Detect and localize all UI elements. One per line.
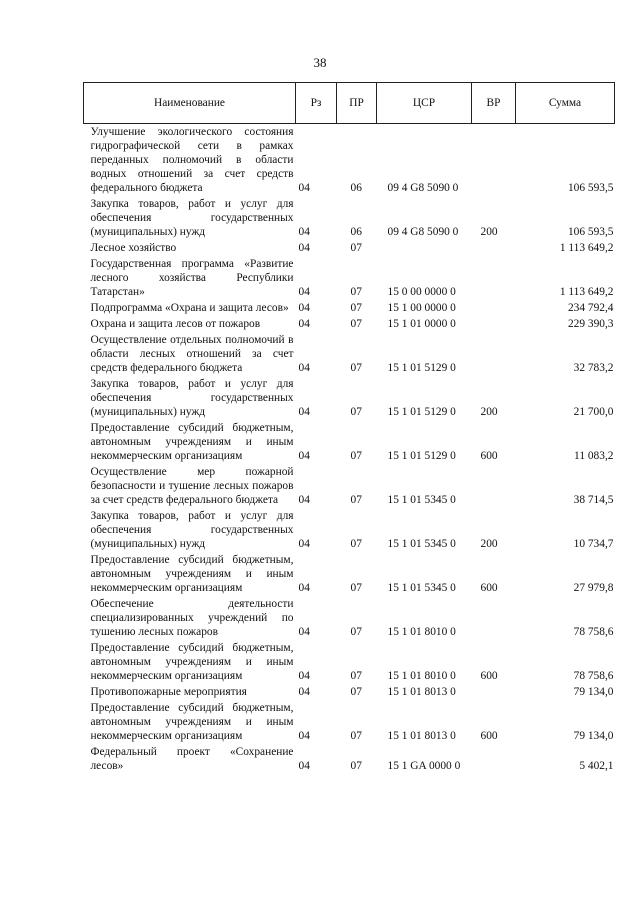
cell-name: Противопожарные мероприятия <box>90 686 247 698</box>
cell-name: Государственная программа «Развитие лесного хозяйства Республики Татарстан» <box>90 258 294 298</box>
cell-csr <box>377 241 472 257</box>
cell-sum: 1 113 649,2 <box>559 286 614 298</box>
cell-sum: 10 734,7 <box>573 538 614 550</box>
cell-pr: 07 <box>350 626 362 638</box>
cell-name: Закупка товаров, работ и услуг для обеспечения государственных (муниципальных) нужд <box>90 510 294 550</box>
cell-name: Охрана и защита лесов от пожаров <box>90 318 261 330</box>
cell-vr: 600 <box>480 670 498 682</box>
cell-name: Лесное хозяйство <box>90 242 177 254</box>
cell-csr: 09 4 G8 5090 0 <box>387 226 459 238</box>
cell-sum: 106 593,5 <box>567 226 614 238</box>
table-row <box>84 124 615 198</box>
cell-rz: 04 <box>298 670 310 682</box>
cell-vr <box>472 257 516 301</box>
cell-sum: 78 758,6 <box>573 670 614 682</box>
header-sum: Сумма <box>516 83 615 124</box>
cell-pr: 07 <box>350 494 362 506</box>
cell-csr: 09 4 G8 5090 0 <box>387 182 459 194</box>
cell-vr: 200 <box>480 226 498 238</box>
cell-vr: 600 <box>480 730 498 742</box>
cell-rz: 04 <box>298 450 310 462</box>
cell-sum: 79 134,0 <box>573 730 614 742</box>
cell-pr: 07 <box>350 730 362 742</box>
header-pr: ПР <box>337 83 377 124</box>
cell-sum: 106 593,5 <box>567 182 614 194</box>
table-row <box>84 701 615 745</box>
table-row <box>84 301 615 317</box>
cell-rz: 04 <box>298 582 310 594</box>
cell-vr <box>472 465 516 509</box>
cell-sum: 229 390,3 <box>567 318 614 330</box>
cell-pr: 07 <box>350 302 362 314</box>
cell-sum: 78 758,6 <box>573 626 614 638</box>
cell-vr: 200 <box>480 538 498 550</box>
table-row <box>84 421 615 465</box>
cell-vr <box>472 124 516 198</box>
cell-rz: 04 <box>298 538 310 550</box>
cell-rz: 04 <box>298 182 310 194</box>
header-rz: Рз <box>296 83 337 124</box>
cell-csr: 15 1 01 5129 0 <box>387 406 456 418</box>
cell-pr: 07 <box>350 760 362 772</box>
cell-csr: 15 1 00 0000 0 <box>387 302 456 314</box>
cell-pr: 07 <box>350 686 362 698</box>
cell-csr: 15 1 01 8013 0 <box>387 730 456 742</box>
table-row <box>84 241 615 257</box>
cell-vr: 600 <box>480 582 498 594</box>
cell-rz: 04 <box>298 242 310 254</box>
cell-vr: 200 <box>480 406 498 418</box>
cell-csr: 15 1 GA 0000 0 <box>387 760 461 772</box>
cell-sum: 79 134,0 <box>573 686 614 698</box>
cell-csr: 15 1 01 5129 0 <box>387 450 456 462</box>
table-row <box>84 257 615 301</box>
cell-csr: 15 1 01 5345 0 <box>387 538 456 550</box>
cell-pr: 07 <box>350 670 362 682</box>
cell-name: Закупка товаров, работ и услуг для обеспечения государственных (муниципальных) нужд <box>90 378 294 418</box>
cell-name: Предоставление субсидий бюджетным, автономным учреждениям и иным некоммерческим организациям <box>90 422 294 462</box>
table-body <box>84 124 615 776</box>
cell-vr <box>472 241 516 257</box>
table-row <box>84 465 615 509</box>
cell-vr: 600 <box>480 450 498 462</box>
cell-name: Закупка товаров, работ и услуг для обеспечения государственных (муниципальных) нужд <box>90 198 294 238</box>
cell-pr: 07 <box>350 582 362 594</box>
cell-pr: 07 <box>350 450 362 462</box>
cell-csr: 15 1 01 5345 0 <box>387 494 456 506</box>
cell-rz: 04 <box>298 318 310 330</box>
cell-rz: 04 <box>298 226 310 238</box>
table-row <box>84 745 615 775</box>
cell-vr <box>472 597 516 641</box>
cell-name: Обеспечение деятельности специализированных учреждений по тушению лесных пожаров <box>90 598 294 638</box>
header-vr: ВР <box>472 83 516 124</box>
table-row <box>84 553 615 597</box>
table-row <box>84 317 615 333</box>
cell-pr: 07 <box>350 318 362 330</box>
cell-name: Предоставление субсидий бюджетным, автономным учреждениям и иным некоммерческим организациям <box>90 642 294 682</box>
cell-name: Улучшение экологического состояния гидрографической сети в рамках переданных полномочий в области водных отношений за счет средств федерального бюджета <box>90 126 294 194</box>
cell-sum: 27 979,8 <box>573 582 614 594</box>
cell-pr: 07 <box>350 242 362 254</box>
cell-rz: 04 <box>298 730 310 742</box>
table-row <box>84 685 615 701</box>
cell-rz: 04 <box>298 302 310 314</box>
cell-vr <box>472 685 516 701</box>
cell-name: Осуществление мер пожарной безопасности и тушение лесных пожаров за счет средств федерального бюджета <box>90 466 294 506</box>
cell-csr: 15 1 01 8013 0 <box>387 686 456 698</box>
cell-sum: 5 402,1 <box>579 760 614 772</box>
cell-sum: 21 700,0 <box>573 406 614 418</box>
cell-name: Предоставление субсидий бюджетным, автономным учреждениям и иным некоммерческим организациям <box>90 554 294 594</box>
cell-rz: 04 <box>298 760 310 772</box>
cell-csr: 15 0 00 0000 0 <box>387 286 456 298</box>
cell-rz: 04 <box>298 494 310 506</box>
cell-pr: 06 <box>350 226 362 238</box>
cell-csr: 15 1 01 8010 0 <box>387 670 456 682</box>
cell-name: Предоставление субсидий бюджетным, автономным учреждениям и иным некоммерческим организациям <box>90 702 294 742</box>
cell-pr: 07 <box>350 538 362 550</box>
cell-vr <box>472 333 516 377</box>
cell-sum: 234 792,4 <box>567 302 614 314</box>
header-name: Наименование <box>84 83 296 124</box>
cell-rz: 04 <box>298 626 310 638</box>
cell-csr: 15 1 01 5129 0 <box>387 362 456 374</box>
cell-vr <box>472 745 516 775</box>
cell-pr: 07 <box>350 362 362 374</box>
cell-csr: 15 1 01 8010 0 <box>387 626 456 638</box>
cell-pr: 07 <box>350 406 362 418</box>
cell-name: Подпрограмма «Охрана и защита лесов» <box>90 302 289 314</box>
table-header <box>84 83 615 124</box>
cell-rz: 04 <box>298 362 310 374</box>
table-row <box>84 333 615 377</box>
cell-vr <box>472 317 516 333</box>
cell-name: Осуществление отдельных полномочий в области лесных отношений за счет средств федерального бюджета <box>90 334 294 374</box>
cell-sum: 11 083,2 <box>574 450 614 462</box>
cell-sum: 1 113 649,2 <box>559 242 614 254</box>
header-csr: ЦСР <box>377 83 472 124</box>
table-row <box>84 641 615 685</box>
cell-pr: 07 <box>350 286 362 298</box>
table-row <box>84 597 615 641</box>
cell-csr: 15 1 01 0000 0 <box>387 318 456 330</box>
cell-vr <box>472 301 516 317</box>
table-row <box>84 377 615 421</box>
cell-csr: 15 1 01 5345 0 <box>387 582 456 594</box>
page-number: 38 <box>313 55 327 70</box>
cell-sum: 38 714,5 <box>573 494 614 506</box>
cell-pr: 06 <box>350 182 362 194</box>
cell-sum: 32 783,2 <box>573 362 614 374</box>
cell-rz: 04 <box>298 686 310 698</box>
cell-rz: 04 <box>298 286 310 298</box>
cell-name: Федеральный проект «Сохранение лесов» <box>90 746 294 772</box>
cell-rz: 04 <box>298 406 310 418</box>
budget-table <box>83 82 615 775</box>
table-row <box>84 197 615 241</box>
table-row <box>84 509 615 553</box>
